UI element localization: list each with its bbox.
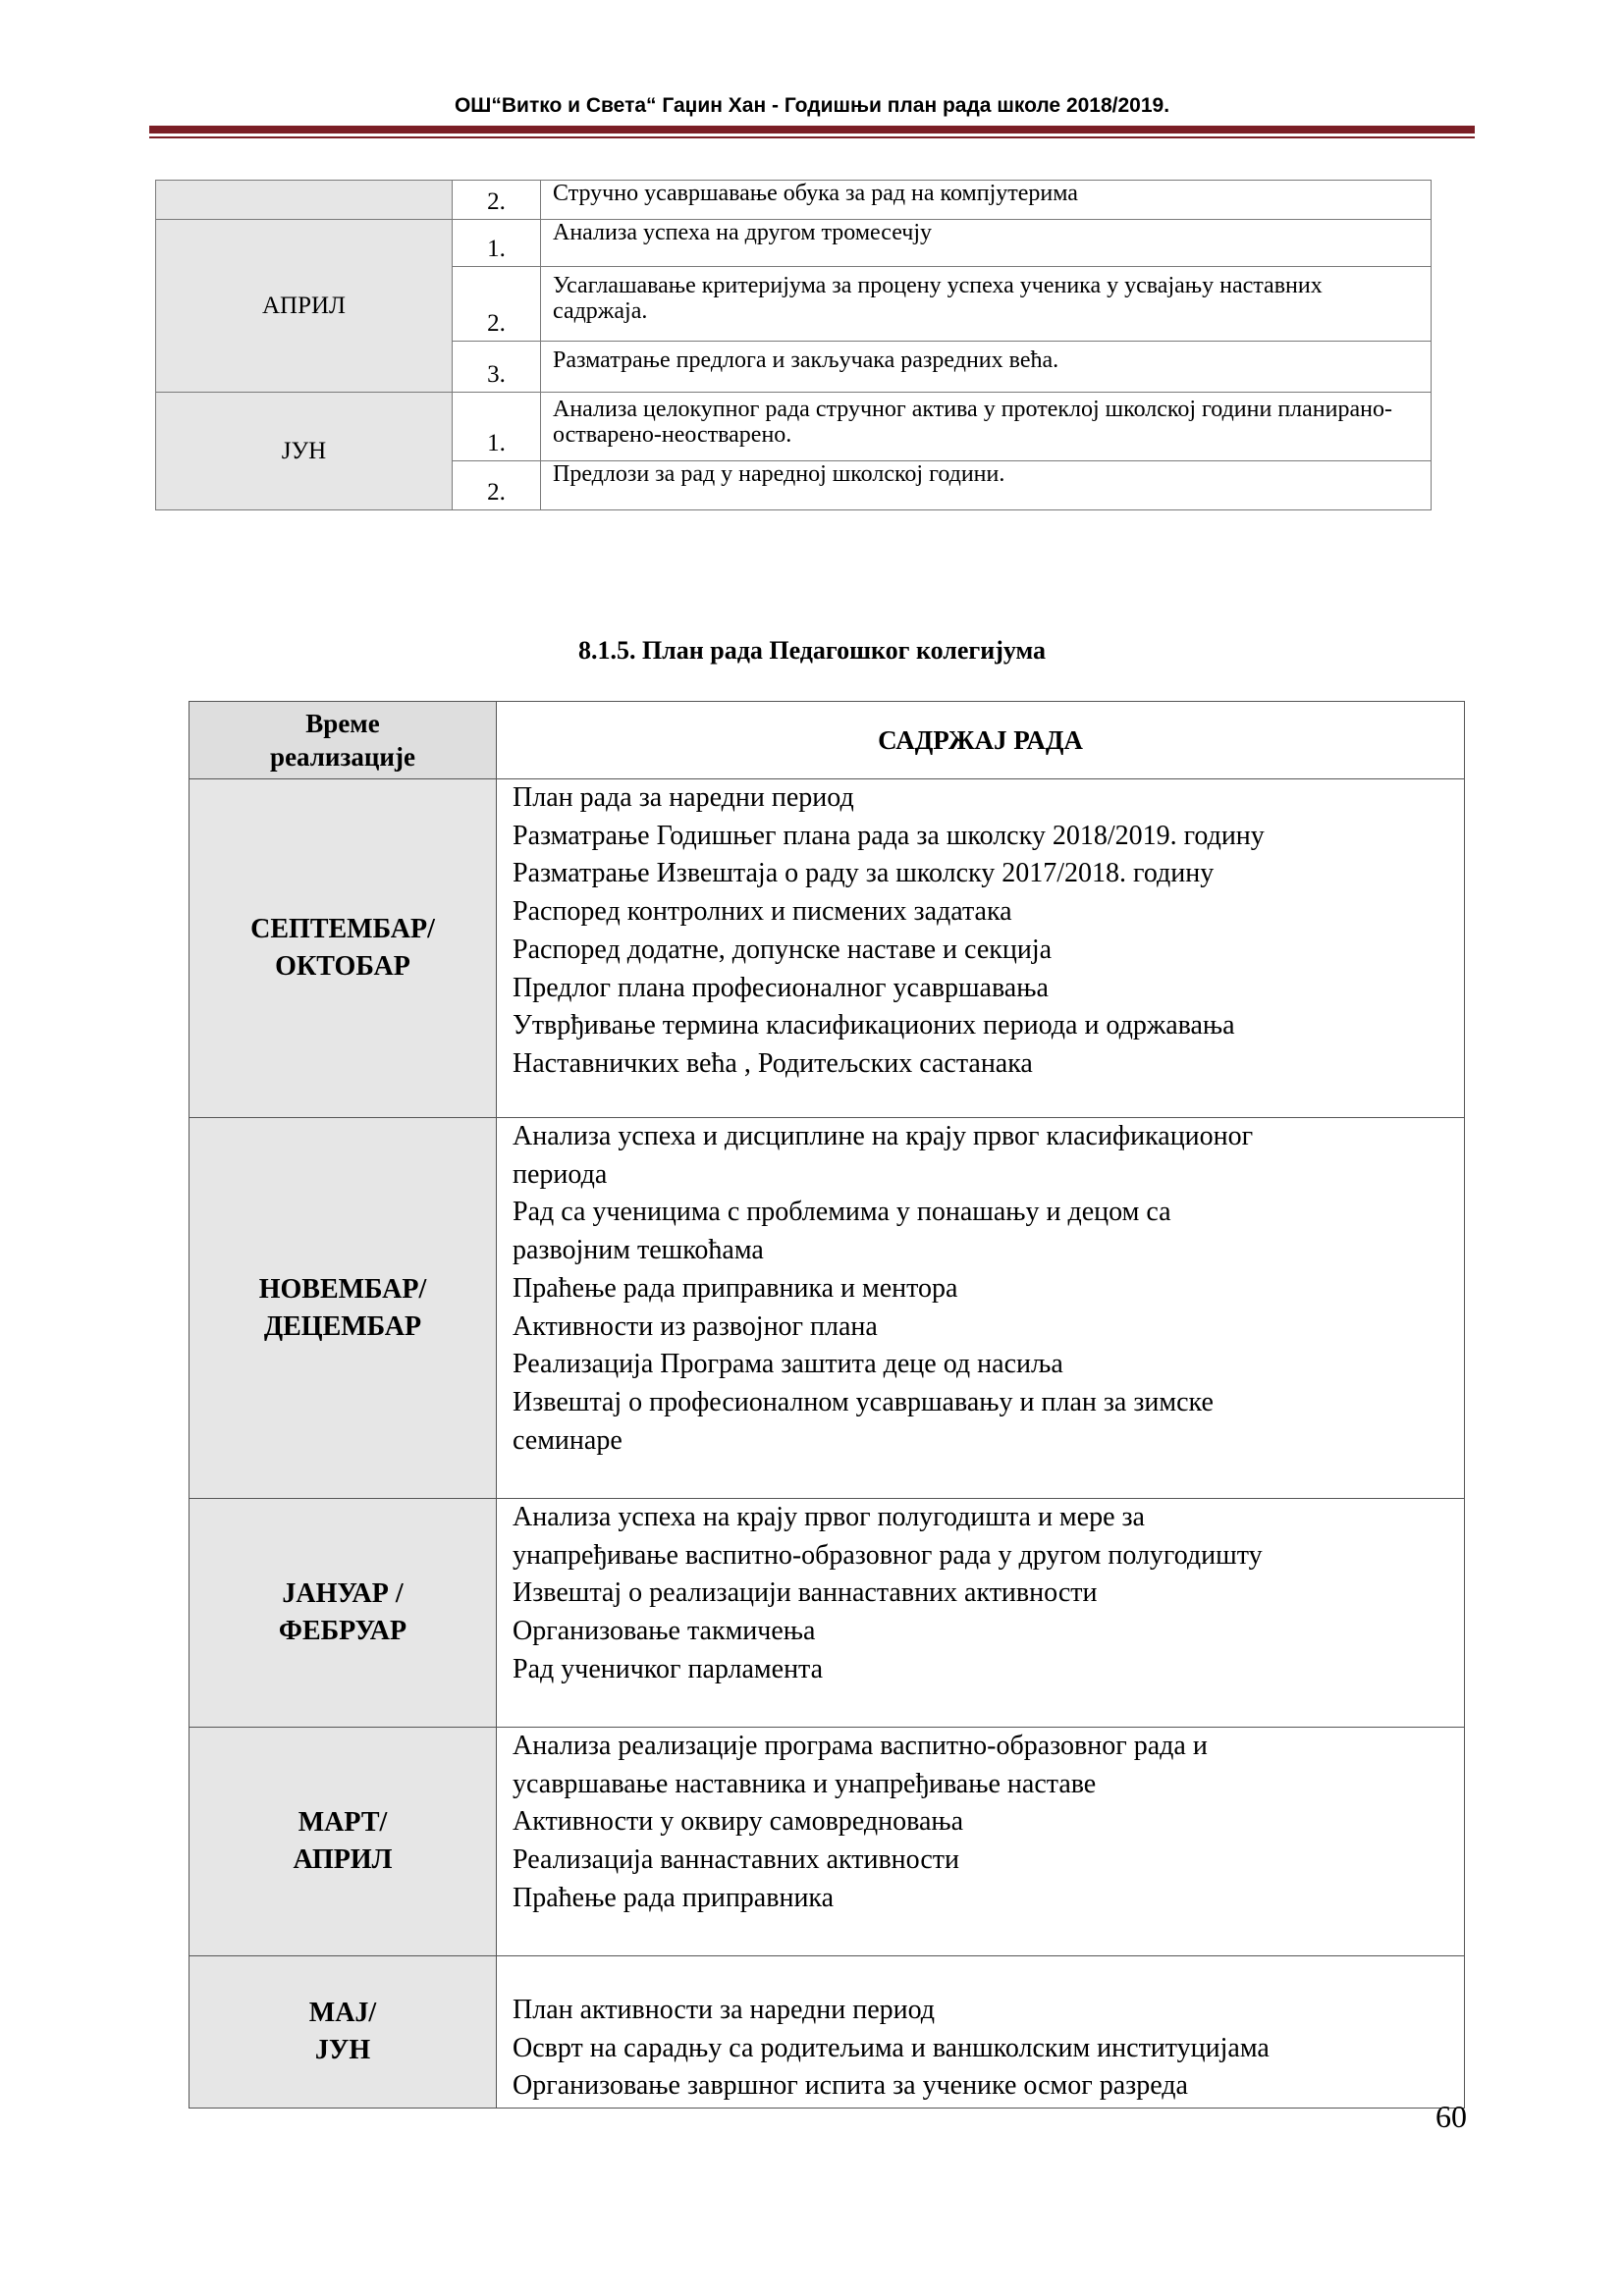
period-label: АПРИЛ xyxy=(293,1844,393,1875)
table-header-row xyxy=(189,702,1465,779)
activity-plan-table-continued xyxy=(155,180,1432,510)
month-cell: ЈУН xyxy=(156,393,453,510)
content-cell xyxy=(497,779,1465,1118)
content-line: Анализа реализације програма васпитно-образовног рада и xyxy=(513,1731,1208,1761)
content-line: Извештај о реализацији ваннаставних активности xyxy=(513,1577,1098,1609)
content-line: План рада за наредни период xyxy=(513,782,854,813)
content-line: Распоред додатне, допунске наставе и секција xyxy=(513,934,1053,965)
header-rule-thin xyxy=(149,136,1475,138)
content-line: Праћење рада приправника xyxy=(513,1882,835,1913)
content-line: Разматрање Извештаја о раду за школску 2017/2018. годину xyxy=(513,858,1215,889)
period-cell xyxy=(189,1499,497,1728)
item-number: 1. xyxy=(453,393,541,461)
period-label: МАРТ/ xyxy=(298,1807,388,1838)
content-line: усавршавање наставника и унапређивање наставе xyxy=(513,1768,1097,1799)
period-label: ЈАНУАР / xyxy=(282,1578,404,1609)
section-title: 8.1.5. План рада Педагошког колегијума xyxy=(577,636,1047,665)
table-row xyxy=(189,1118,1465,1499)
content-line: Реализација ваннаставних активности xyxy=(513,1844,959,1876)
content-line: Организовање такмичења xyxy=(513,1616,816,1647)
period-label: ДЕЦЕМБАР xyxy=(263,1310,422,1342)
header-time-cell xyxy=(189,702,497,779)
content-line: Утврђивање термина класификационих периода и одржавања xyxy=(513,1010,1235,1041)
table-row xyxy=(189,1499,1465,1728)
content-line: Анализа успеха и дисциплине на крају првог класификационог xyxy=(513,1121,1254,1151)
content-line: Праћење рада приправника и ментора xyxy=(513,1272,958,1304)
item-text: Анализа успеха на другом тромесечју xyxy=(541,220,1432,267)
period-cell xyxy=(189,1118,497,1499)
item-number: 2. xyxy=(453,181,541,220)
period-cell xyxy=(189,779,497,1118)
item-text: Усаглашавање критеријума за процену успеха ученика у усвајању наставних садржаја. xyxy=(541,267,1432,342)
item-text: Разматрање предлога и закључака разредних већа. xyxy=(541,342,1432,393)
item-number: 2. xyxy=(453,461,541,510)
table-row xyxy=(189,1728,1465,1956)
period-cell xyxy=(189,1956,497,2109)
content-cell xyxy=(497,1118,1465,1499)
table-row xyxy=(156,181,1432,220)
month-cell xyxy=(156,181,453,220)
content-line: Активности у оквиру самовредновања xyxy=(513,1806,964,1838)
content-cell xyxy=(497,1499,1465,1728)
item-number: 1. xyxy=(453,220,541,267)
item-text: Предлози за рад у наредној школској години. xyxy=(541,461,1432,510)
content-line: Рад са ученицима с проблемима у понашању и децом са xyxy=(513,1197,1171,1228)
period-label: СЕПТЕМБАР/ xyxy=(250,914,435,944)
header-content-cell: САДРЖАЈ РАДА xyxy=(497,702,1465,779)
item-number: 2. xyxy=(453,267,541,342)
content-cell xyxy=(497,1956,1465,2109)
content-line: Рад ученичког парламента xyxy=(513,1653,824,1684)
period-label: ЈУН xyxy=(314,2035,371,2065)
running-header: ОШ“Витко и Света“ Гаџин Хан - Годишњи план рада школе 2018/2019. xyxy=(454,94,1170,117)
period-cell xyxy=(189,1728,497,1956)
period-label: ФЕБРУАР xyxy=(278,1616,407,1646)
content-line: Наставничких већа , Родитељских састанака xyxy=(513,1047,1033,1079)
content-cell xyxy=(497,1728,1465,1956)
content-line: Осврт на сарадњу са родитељима и ваншколским институцијама xyxy=(513,2032,1270,2063)
page-number: 60 xyxy=(1435,2099,1467,2134)
content-line: Организовање завршног испита за ученике осмог разреда xyxy=(513,2070,1188,2102)
content-line: Извештај о професионалном усавршавању и план за зимске xyxy=(513,1386,1214,1417)
content-line: План активности за наредни период xyxy=(513,1995,936,2025)
header-time-line: реализације xyxy=(270,742,415,772)
period-label: ОКТОБАР xyxy=(275,951,410,982)
table-row xyxy=(189,1956,1465,2109)
period-label: НОВЕМБАР/ xyxy=(258,1273,427,1305)
header-rule xyxy=(149,126,1475,133)
content-line: периода xyxy=(513,1158,608,1190)
content-line: Распоред контролних и писмених задатака xyxy=(513,896,1012,928)
content-line: Активности из развојног плана xyxy=(513,1310,878,1342)
content-line: семинаре xyxy=(513,1424,623,1456)
content-line: унапређивање васпитно-образовног рада у другом полугодишту xyxy=(513,1539,1263,1571)
item-text: Стручно усавршавање обука за рад на компјутерима xyxy=(541,181,1432,220)
table-row xyxy=(156,393,1432,461)
item-number: 3. xyxy=(453,342,541,393)
table-row xyxy=(189,779,1465,1118)
content-line: развојним тешкоћама xyxy=(513,1235,764,1266)
pedagogical-collegium-plan-table xyxy=(189,701,1465,2109)
month-cell: АПРИЛ xyxy=(156,220,453,393)
item-text: Анализа целокупног рада стручног актива у протеклој школској години планирано-остварено-неостварено. xyxy=(541,393,1432,461)
period-label: МАЈ/ xyxy=(308,1998,377,2028)
content-line: Реализација Програма заштита деце од насиља xyxy=(513,1349,1063,1380)
content-line: Разматрање Годишњег плана рада за школску 2018/2019. годину xyxy=(513,820,1265,851)
content-line: Предлог плана професионалног усавршавања xyxy=(513,972,1049,1003)
header-time-line: Време xyxy=(305,709,380,738)
content-line: Анализа успеха на крају првог полугодишта и мере за xyxy=(513,1502,1145,1532)
table-row xyxy=(156,220,1432,267)
